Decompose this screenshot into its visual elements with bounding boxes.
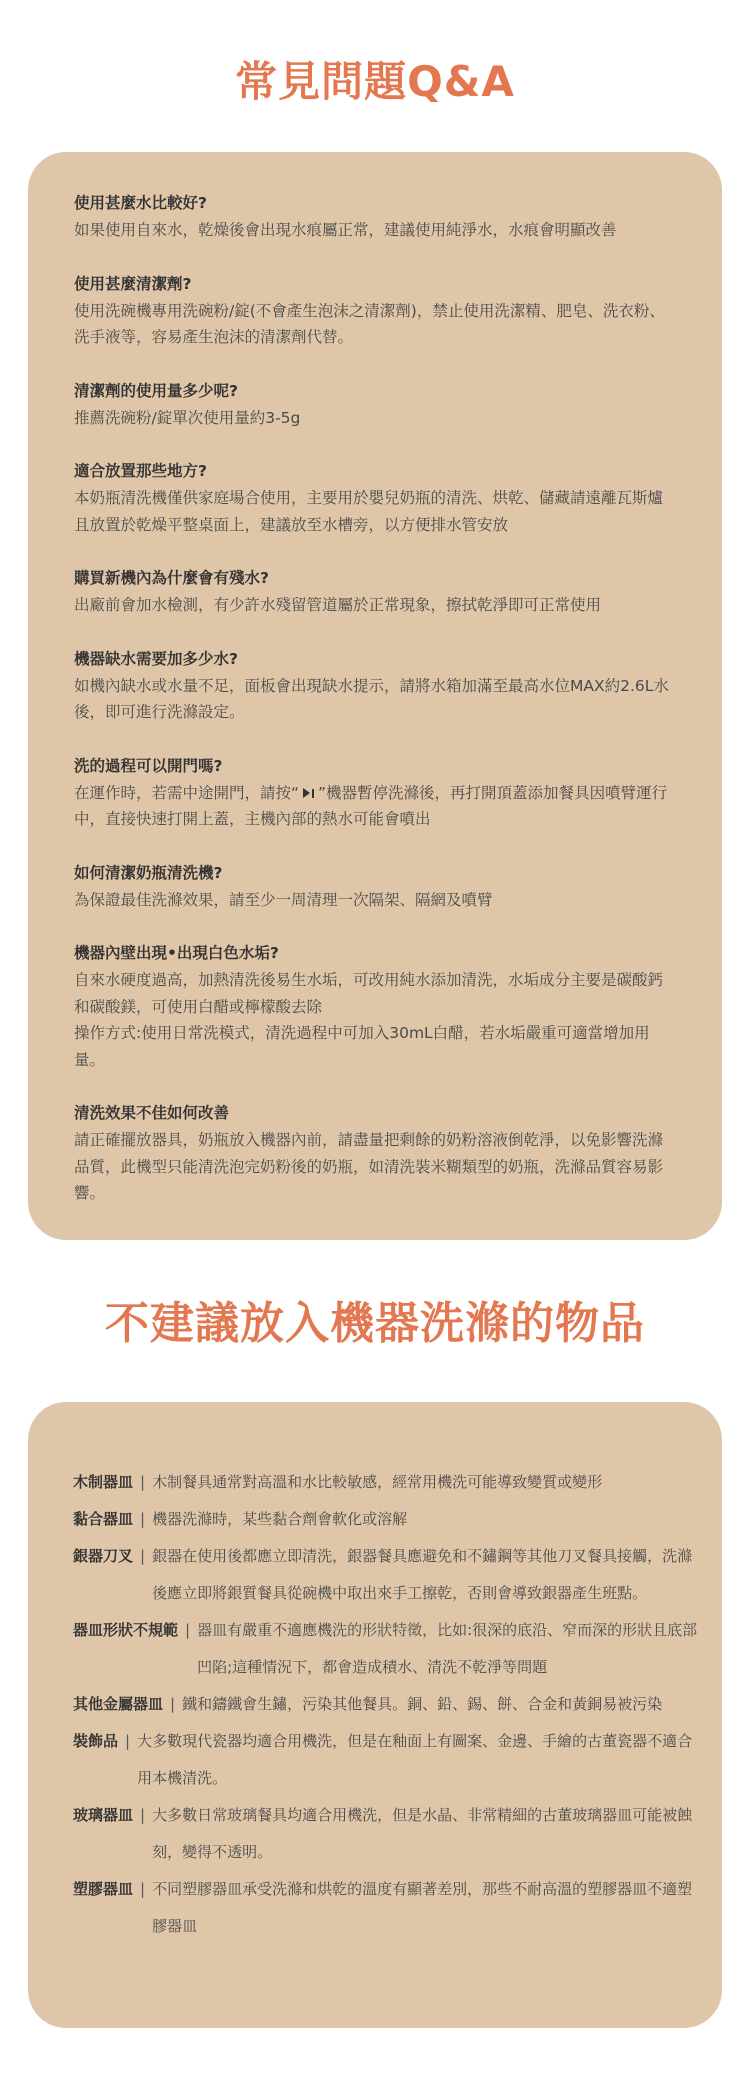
avoid-item-label: 木制器皿 [73,1473,134,1491]
faq-answer-paragraph: 出廠前會加水檢測，有少許水殘留管道屬於正常現象，擦拭乾淨即可正常使用 [74,596,602,614]
faq-answer [74,485,678,538]
avoid-item [73,1723,700,1797]
faq-question: 洗的過程可以開門嗎? [74,756,223,775]
faq-panel [28,152,722,1240]
separator: | [140,1806,146,1824]
faq-answer-paragraph: 使用洗碗機專用洗碗粉/錠(不會產生泡沫之清潔劑)，禁止使用洗潔精、肥皂、洗衣粉、洗手液等，容易產生泡沫的清潔劑代替。 [74,301,665,346]
avoid-item [73,1871,700,1945]
faq-answer [74,217,678,244]
faq-answer [74,298,678,351]
separator: | [185,1621,191,1639]
faq-answer-paragraph: 推薦洗碗粉/錠單次使用量約3-5g [74,408,301,427]
faq-question: 清潔劑的使用量多少呢? [74,381,238,400]
avoid-item [73,1797,700,1871]
faq-item [74,378,678,432]
avoid-item-text: 木制餐具通常對高溫和水比較敏感，經常用機洗可能導致變質或變形 [152,1473,603,1491]
faq-question: 清洗效果不佳如何改善 [74,1104,230,1122]
faq-answer-paragraph: 如果使用自來水，乾燥後會出現水痕屬正常，建議使用純淨水，水痕會明顯改善 [74,221,617,239]
separator: | [125,1732,131,1750]
faq-item [74,565,678,619]
play-icon [303,788,310,798]
faq-question: 機器內壁出現•出現白色水垢? [74,944,279,962]
avoid-item-text: 大多數現代瓷器均適合用機洗，但是在釉面上有圖案、金邊、手繪的古董瓷器不適合用本機清洗。 [137,1732,693,1787]
faq-question: 機器缺水需要加多少水? [74,649,238,668]
faq-answer-paragraph: 為保證最佳洗滌效果，請至少一周清理一次隔架、隔網及噴臂 [74,890,493,909]
avoid-item-text: 大多數日常玻璃餐具均適合用機洗，但是水晶、非常精細的古董玻璃器皿可能被蝕刻，變得不透明。 [152,1806,693,1861]
avoid-item-label: 銀器刀叉 [73,1547,134,1565]
faq-answer-paragraph: 請正確擺放器具，奶瓶放入機器內前，請盡量把剩餘的奶粉溶液倒乾淨，以免影響洗滌品質，此機型只能清洗泡完奶粉後的奶瓶，如清洗裝米糊類型的奶瓶，洗滌品質容易影響。 [74,1131,664,1202]
faq-answer [74,673,678,726]
faq-item [74,271,678,351]
separator: | [140,1547,146,1565]
avoid-item-text: 鐵和鑄鐵會生鏽，污染其他餐具。銅、鉛、錫、餅、合金和黃銅易被污染 [182,1695,663,1713]
pause-icon [312,789,314,798]
avoid-item [73,1686,700,1723]
avoid-item-label: 裝飾品 [73,1732,119,1750]
avoid-item-text: 器皿有嚴重不適應機洗的形狀特徵，比如:很深的底沿、窄而深的形狀且底部凹陷;這種情況下，都會造成積水、清洗不乾淨等問題 [197,1621,698,1676]
faq-question: 購買新機內為什麼會有殘水? [74,569,269,587]
avoid-item [73,1612,700,1686]
faq-item [74,940,678,1073]
avoid-item [73,1464,700,1501]
avoid-item-label: 器皿形狀不規範 [73,1621,179,1639]
separator: | [140,1880,146,1898]
faq-answer [74,780,678,833]
faq-question: 適合放置那些地方? [74,462,207,480]
avoid-item-label: 塑膠器皿 [73,1880,134,1898]
faq-item [74,753,678,833]
avoid-item [73,1501,700,1538]
separator: | [140,1473,146,1491]
faq-answer [74,405,678,432]
faq-answer-text: 在運作時，若需中途開門，請按“ [74,783,300,802]
faq-answer [74,592,678,619]
faq-answer-paragraph: 操作方式:使用日常洗模式，清洗過程中可加入30mL白醋，若水垢嚴重可適當增加用量。 [74,1024,650,1069]
avoid-item-label: 黏合器皿 [73,1510,134,1528]
faq-answer-text: ”機器暫停洗滌後，再打開頂蓋添加餐具因噴臂運行中，直接快速打開上蓋，主機內部的熱水可能會噴出 [74,783,668,828]
faq-answer-paragraph: 本奶瓶清洗機僅供家庭場合使用，主要用於嬰兒奶瓶的清洗、烘乾、儲藏請遠離瓦斯爐且放置於乾燥平整桌面上，建議放至水槽旁，以方便排水管安放 [74,489,664,534]
faq-question: 如何清潔奶瓶清洗機? [74,863,223,882]
separator: | [170,1695,176,1713]
faq-item [74,190,678,244]
faq-item [74,646,678,726]
faq-answer [74,967,678,1073]
faq-section-title: 常見問題Q&A [235,57,515,106]
faq-question: 使用甚麼清潔劑? [74,274,192,293]
faq-answer [74,1127,678,1207]
avoid-item-text: 機器洗滌時，某些黏合劑會軟化或溶解 [152,1510,408,1528]
separator: | [140,1510,146,1528]
faq-item [74,1100,678,1207]
avoid-item-label: 其他金屬器皿 [73,1695,164,1713]
faq-item [74,860,678,914]
faq-answer [74,887,678,914]
avoid-panel [28,1402,722,2028]
avoid-item [73,1538,700,1612]
faq-question: 使用甚麼水比較好? [74,194,207,212]
avoid-item-text: 銀器在使用後都應立即清洗，銀器餐具應避免和不鏽鋼等其他刀叉餐具接觸，洗滌後應立即將銀質餐具從碗機中取出來手工擦乾，否則會導致銀器產生班點。 [152,1547,693,1602]
avoid-item-text: 不同塑膠器皿承受洗滌和烘乾的溫度有顯著差別，那些不耐高溫的塑膠器皿不適塑膠器皿 [152,1880,693,1935]
faq-answer-paragraph: 自來水硬度過高，加熱清洗後易生水垢，可改用純水添加清洗，水垢成分主要是碳酸鈣和碳酸鎂，可使用白醋或檸檬酸去除 [74,971,664,1016]
faq-answer-paragraph: 如機內缺水或水量不足，面板會出現缺水提示，請將水箱加滿至最高水位MAX約2.6L水後，即可進行洗滌設定。 [74,676,669,721]
avoid-section-title: 不建議放入機器洗滌的物品 [105,1298,645,1349]
faq-item [74,458,678,538]
avoid-item-label: 玻璃器皿 [73,1806,134,1824]
